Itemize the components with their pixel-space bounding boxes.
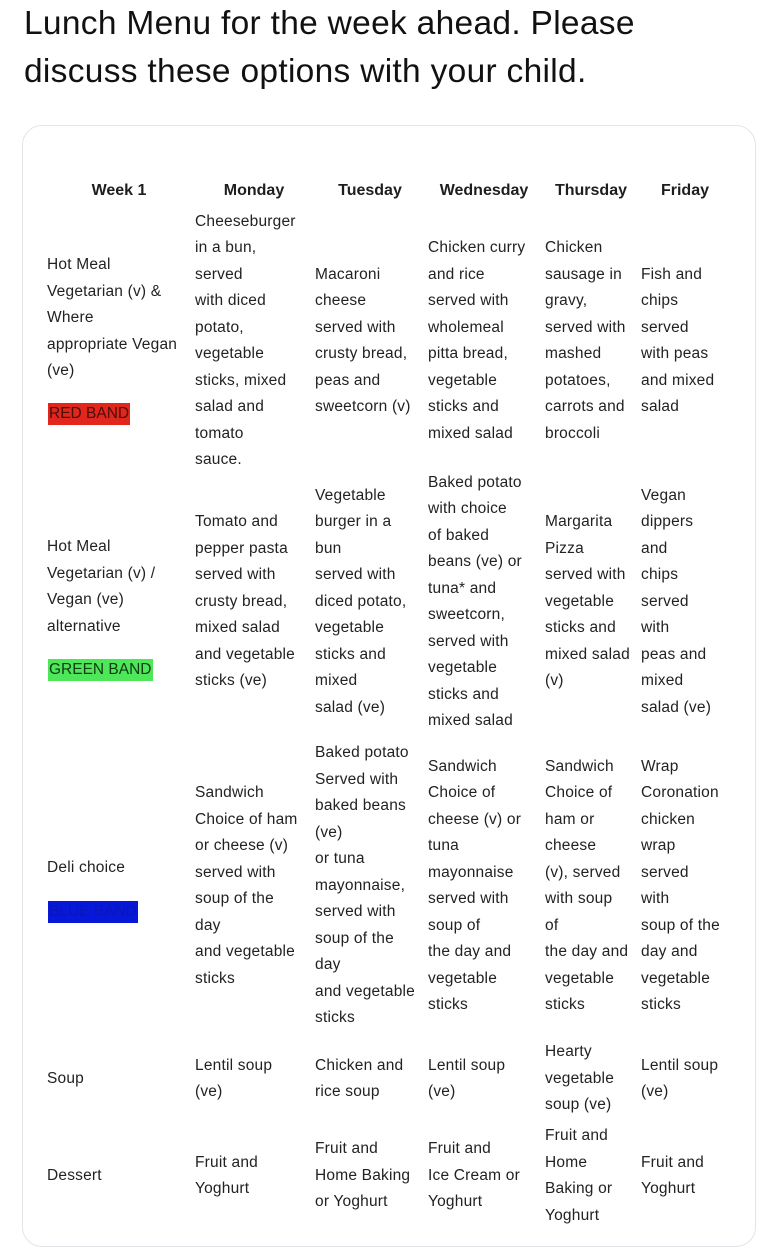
- cell-hot-friday: Fish and chips served with peas and mixed salad: [641, 265, 715, 415]
- cell-soup-friday: Lentil soup (ve): [641, 1056, 719, 1100]
- blue-band-badge: BLUE BAND: [48, 901, 138, 923]
- cell-hot-wednesday: Chicken curry and rice served with wholemeal pitta bread, vegetable sticks and mixed salad: [428, 239, 526, 442]
- cell-veg-tuesday: Vegetable burger in a bun served with diced potato, vegetable sticks and mixed salad (ve): [315, 486, 407, 716]
- red-band-badge: RED BAND: [48, 403, 130, 425]
- cell-deli-monday: Sandwich Choice of ham or cheese (v) served with soup of the day and vegetable sticks: [195, 784, 298, 987]
- row-label-hot-meal: Hot Meal Vegetarian (v) & Where appropriate Vegan (ve): [47, 256, 178, 379]
- green-band-badge: GREEN BAND: [48, 659, 153, 681]
- cell-soup-monday: Lentil soup (ve): [195, 1056, 273, 1100]
- cell-veg-friday: Vegan dippers and chips served with peas and mixed salad (ve): [641, 486, 712, 716]
- cell-dessert-wednesday: Fruit and Ice Cream or Yoghurt: [428, 1140, 520, 1211]
- cell-dessert-thursday: Fruit and Home Baking or Yoghurt: [545, 1127, 613, 1224]
- header-thursday: Thursday: [554, 182, 627, 199]
- header-monday: Monday: [223, 182, 285, 199]
- header-friday: Friday: [660, 182, 709, 199]
- cell-deli-friday: Wrap Coronation chicken wrap served with soup of the day and vegetable sticks: [641, 757, 720, 1013]
- cell-dessert-tuesday: Fruit and Home Baking or Yoghurt: [315, 1140, 411, 1211]
- cell-soup-thursday: Hearty vegetable soup (ve): [545, 1043, 615, 1114]
- cell-hot-tuesday: Macaroni cheese served with crusty bread, peas and sweetcorn (v): [315, 265, 411, 415]
- menu-card: [22, 125, 756, 1247]
- cell-soup-wednesday: Lentil soup (ve): [428, 1056, 506, 1100]
- cell-dessert-friday: Fruit and Yoghurt: [641, 1153, 704, 1197]
- cell-deli-thursday: Sandwich Choice of ham or cheese (v), served with soup of the day and vegetable sticks: [545, 757, 629, 1013]
- cell-soup-tuesday: Chicken and rice soup: [315, 1056, 404, 1100]
- cell-hot-monday: Cheeseburger in a bun, served with diced potato, vegetable sticks, mixed salad and tomato sauce.: [195, 212, 296, 468]
- header-week: Week 1: [91, 182, 147, 199]
- cell-dessert-monday: Fruit and Yoghurt: [195, 1153, 258, 1197]
- row-label-deli: Deli choice: [47, 859, 126, 876]
- header-wednesday: Wednesday: [439, 182, 529, 199]
- cell-deli-wednesday: Sandwich Choice of cheese (v) or tuna mayonnaise served with soup of the day and vegetable sticks: [428, 757, 522, 1013]
- cell-deli-tuesday: Baked potato Served with baked beans (ve) or tuna mayonnaise, served with soup of the day and vegetable sticks: [315, 744, 415, 1027]
- page-headline: Lunch Menu for the week ahead. Please discuss these options with your child.: [24, 5, 635, 90]
- row-label-dessert: Dessert: [47, 1167, 102, 1184]
- cell-veg-wednesday: Baked potato with choice of baked beans (ve) or tuna* and sweetcorn, served with vegetable sticks and mixed salad: [428, 473, 522, 729]
- header-tuesday: Tuesday: [338, 182, 402, 199]
- cell-veg-monday: Tomato and pepper pasta served with crusty bread, mixed salad and vegetable sticks (ve): [195, 513, 295, 690]
- cell-veg-thursday: Margarita Pizza served with vegetable sticks and mixed salad (v): [545, 513, 630, 690]
- cell-hot-thursday: Chicken sausage in gravy, served with mashed potatoes, carrots and broccoli: [545, 239, 626, 442]
- row-label-veg-alternative: Hot Meal Vegetarian (v) / Vegan (ve) alternative: [47, 538, 156, 635]
- row-label-soup: Soup: [47, 1070, 84, 1087]
